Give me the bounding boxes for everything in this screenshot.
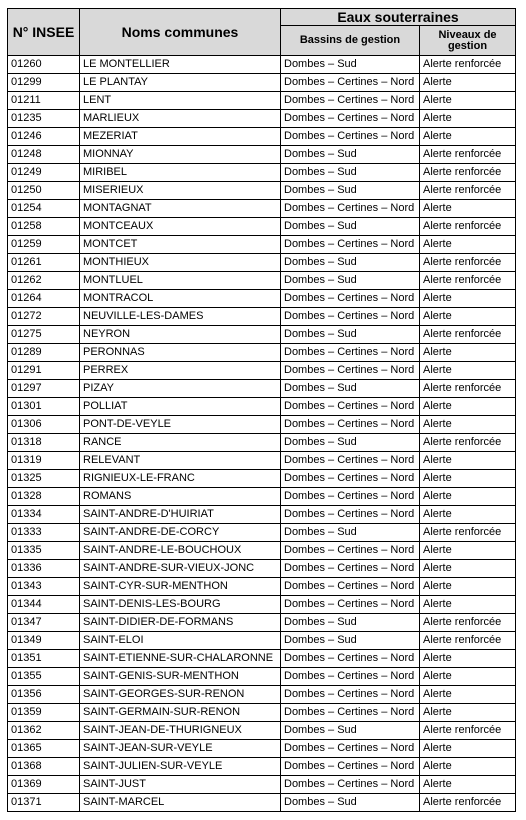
table-row [8, 614, 516, 632]
cell-niveau: Alerte [420, 236, 516, 254]
cell-niveau: Alerte renforcée [420, 380, 516, 398]
table-row [8, 272, 516, 290]
cell-bassin: Dombes – Certines – Nord [281, 650, 420, 668]
table-row [8, 704, 516, 722]
cell-insee: 01289 [8, 344, 80, 362]
cell-niveau: Alerte renforcée [420, 218, 516, 236]
cell-bassin: Dombes – Sud [281, 632, 420, 650]
cell-niveau: Alerte [420, 416, 516, 434]
cell-commune: MISERIEUX [80, 182, 281, 200]
cell-insee: 01333 [8, 524, 80, 542]
cell-insee: 01355 [8, 668, 80, 686]
table-row [8, 740, 516, 758]
cell-commune: MONTRACOL [80, 290, 281, 308]
cell-commune: SAINT-JEAN-DE-THURIGNEUX [80, 722, 281, 740]
table-row [8, 668, 516, 686]
cell-commune: MIRIBEL [80, 164, 281, 182]
cell-bassin: Dombes – Certines – Nord [281, 704, 420, 722]
cell-insee: 01258 [8, 218, 80, 236]
table-row [8, 524, 516, 542]
table-row [8, 416, 516, 434]
cell-insee: 01351 [8, 650, 80, 668]
cell-insee: 01211 [8, 92, 80, 110]
table-row [8, 74, 516, 92]
cell-niveau: Alerte [420, 110, 516, 128]
cell-insee: 01301 [8, 398, 80, 416]
cell-commune: SAINT-GEORGES-SUR-RENON [80, 686, 281, 704]
cell-niveau: Alerte [420, 542, 516, 560]
table-row [8, 722, 516, 740]
cell-niveau: Alerte [420, 74, 516, 92]
table-row [8, 542, 516, 560]
cell-bassin: Dombes – Sud [281, 380, 420, 398]
table-row [8, 434, 516, 452]
cell-insee: 01272 [8, 308, 80, 326]
cell-bassin: Dombes – Certines – Nord [281, 200, 420, 218]
cell-insee: 01235 [8, 110, 80, 128]
cell-bassin: Dombes – Sud [281, 614, 420, 632]
cell-niveau: Alerte [420, 704, 516, 722]
cell-insee: 01250 [8, 182, 80, 200]
cell-insee: 01347 [8, 614, 80, 632]
cell-niveau: Alerte [420, 776, 516, 794]
table-row [8, 290, 516, 308]
cell-insee: 01335 [8, 542, 80, 560]
cell-commune: ROMANS [80, 488, 281, 506]
cell-bassin: Dombes – Sud [281, 272, 420, 290]
cell-niveau: Alerte renforcée [420, 614, 516, 632]
cell-commune: SAINT-CYR-SUR-MENTHON [80, 578, 281, 596]
cell-bassin: Dombes – Certines – Nord [281, 452, 420, 470]
cell-insee: 01349 [8, 632, 80, 650]
table-row [8, 398, 516, 416]
cell-commune: SAINT-DIDIER-DE-FORMANS [80, 614, 281, 632]
table-row [8, 182, 516, 200]
cell-commune: RIGNIEUX-LE-FRANC [80, 470, 281, 488]
table-row [8, 146, 516, 164]
cell-commune: LE MONTELLIER [80, 56, 281, 74]
cell-commune: SAINT-DENIS-LES-BOURG [80, 596, 281, 614]
cell-bassin: Dombes – Certines – Nord [281, 290, 420, 308]
cell-bassin: Dombes – Certines – Nord [281, 686, 420, 704]
table-row [8, 776, 516, 794]
cell-commune: LENT [80, 92, 281, 110]
cell-niveau: Alerte renforcée [420, 326, 516, 344]
table-row [8, 470, 516, 488]
cell-niveau: Alerte [420, 452, 516, 470]
table-row [8, 758, 516, 776]
cell-commune: MIONNAY [80, 146, 281, 164]
table-row [8, 452, 516, 470]
cell-bassin: Dombes – Certines – Nord [281, 398, 420, 416]
cell-bassin: Dombes – Certines – Nord [281, 578, 420, 596]
cell-commune: SAINT-JULIEN-SUR-VEYLE [80, 758, 281, 776]
cell-insee: 01254 [8, 200, 80, 218]
cell-commune: RELEVANT [80, 452, 281, 470]
cell-commune: PERREX [80, 362, 281, 380]
table-body [8, 56, 516, 812]
cell-insee: 01260 [8, 56, 80, 74]
cell-commune: SAINT-JUST [80, 776, 281, 794]
cell-niveau: Alerte [420, 506, 516, 524]
cell-insee: 01343 [8, 578, 80, 596]
cell-insee: 01264 [8, 290, 80, 308]
cell-niveau: Alerte renforcée [420, 164, 516, 182]
cell-commune: SAINT-ETIENNE-SUR-CHALARONNE [80, 650, 281, 668]
cell-commune: SAINT-ANDRE-D'HUIRIAT [80, 506, 281, 524]
cell-commune: MARLIEUX [80, 110, 281, 128]
cell-insee: 01249 [8, 164, 80, 182]
cell-niveau: Alerte renforcée [420, 56, 516, 74]
cell-commune: SAINT-ANDRE-LE-BOUCHOUX [80, 542, 281, 560]
cell-niveau: Alerte [420, 488, 516, 506]
cell-niveau: Alerte [420, 686, 516, 704]
cell-niveau: Alerte [420, 92, 516, 110]
cell-niveau: Alerte [420, 740, 516, 758]
cell-niveau: Alerte renforcée [420, 794, 516, 812]
cell-insee: 01275 [8, 326, 80, 344]
cell-bassin: Dombes – Sud [281, 524, 420, 542]
cell-bassin: Dombes – Certines – Nord [281, 110, 420, 128]
cell-commune: NEUVILLE-LES-DAMES [80, 308, 281, 326]
cell-insee: 01344 [8, 596, 80, 614]
cell-insee: 01359 [8, 704, 80, 722]
cell-niveau: Alerte [420, 560, 516, 578]
cell-commune: PIZAY [80, 380, 281, 398]
table-row [8, 686, 516, 704]
cell-bassin: Dombes – Sud [281, 326, 420, 344]
table-row [8, 56, 516, 74]
cell-insee: 01246 [8, 128, 80, 146]
cell-insee: 01262 [8, 272, 80, 290]
cell-commune: PONT-DE-VEYLE [80, 416, 281, 434]
cell-insee: 01318 [8, 434, 80, 452]
cell-bassin: Dombes – Certines – Nord [281, 416, 420, 434]
cell-niveau: Alerte [420, 668, 516, 686]
cell-insee: 01325 [8, 470, 80, 488]
cell-bassin: Dombes – Certines – Nord [281, 236, 420, 254]
cell-commune: POLLIAT [80, 398, 281, 416]
table-row [8, 218, 516, 236]
table-row [8, 344, 516, 362]
header-insee: N° INSEE [8, 9, 80, 56]
table-row [8, 488, 516, 506]
cell-bassin: Dombes – Sud [281, 722, 420, 740]
cell-bassin: Dombes – Certines – Nord [281, 560, 420, 578]
table-row [8, 632, 516, 650]
cell-insee: 01368 [8, 758, 80, 776]
cell-bassin: Dombes – Sud [281, 434, 420, 452]
cell-insee: 01259 [8, 236, 80, 254]
cell-niveau: Alerte [420, 578, 516, 596]
table-row [8, 92, 516, 110]
cell-niveau: Alerte [420, 200, 516, 218]
table-row [8, 794, 516, 812]
cell-bassin: Dombes – Certines – Nord [281, 542, 420, 560]
cell-commune: SAINT-JEAN-SUR-VEYLE [80, 740, 281, 758]
table-header [8, 9, 516, 56]
cell-insee: 01336 [8, 560, 80, 578]
header-eaux-souterraines: Eaux souterraines [281, 9, 516, 26]
cell-insee: 01371 [8, 794, 80, 812]
cell-bassin: Dombes – Certines – Nord [281, 470, 420, 488]
table-row [8, 596, 516, 614]
table-row [8, 110, 516, 128]
cell-insee: 01299 [8, 74, 80, 92]
cell-niveau: Alerte [420, 470, 516, 488]
cell-insee: 01319 [8, 452, 80, 470]
cell-commune: SAINT-ANDRE-DE-CORCY [80, 524, 281, 542]
cell-commune: LE PLANTAY [80, 74, 281, 92]
cell-bassin: Dombes – Certines – Nord [281, 668, 420, 686]
cell-niveau: Alerte renforcée [420, 146, 516, 164]
table-row [8, 578, 516, 596]
cell-niveau: Alerte [420, 362, 516, 380]
cell-commune: SAINT-GERMAIN-SUR-RENON [80, 704, 281, 722]
table-row [8, 362, 516, 380]
cell-niveau: Alerte [420, 596, 516, 614]
header-nom-commune: Noms communes [80, 9, 281, 56]
cell-niveau: Alerte [420, 398, 516, 416]
cell-commune: SAINT-ELOI [80, 632, 281, 650]
table-row [8, 254, 516, 272]
cell-insee: 01362 [8, 722, 80, 740]
cell-insee: 01334 [8, 506, 80, 524]
table-row [8, 236, 516, 254]
cell-bassin: Dombes – Certines – Nord [281, 344, 420, 362]
cell-bassin: Dombes – Sud [281, 218, 420, 236]
cell-commune: MONTLUEL [80, 272, 281, 290]
table-row [8, 308, 516, 326]
table-row [8, 506, 516, 524]
cell-bassin: Dombes – Sud [281, 56, 420, 74]
cell-bassin: Dombes – Sud [281, 182, 420, 200]
cell-insee: 01365 [8, 740, 80, 758]
cell-commune: NEYRON [80, 326, 281, 344]
cell-bassin: Dombes – Certines – Nord [281, 92, 420, 110]
cell-bassin: Dombes – Certines – Nord [281, 776, 420, 794]
cell-insee: 01291 [8, 362, 80, 380]
cell-commune: RANCE [80, 434, 281, 452]
cell-commune: SAINT-GENIS-SUR-MENTHON [80, 668, 281, 686]
cell-bassin: Dombes – Certines – Nord [281, 740, 420, 758]
cell-bassin: Dombes – Certines – Nord [281, 362, 420, 380]
cell-bassin: Dombes – Sud [281, 794, 420, 812]
header-niveau: Niveaux de gestion [420, 26, 516, 56]
cell-niveau: Alerte renforcée [420, 272, 516, 290]
cell-commune: MEZERIAT [80, 128, 281, 146]
header-row-top [8, 9, 516, 26]
cell-bassin: Dombes – Sud [281, 146, 420, 164]
cell-bassin: Dombes – Certines – Nord [281, 506, 420, 524]
cell-commune: SAINT-ANDRE-SUR-VIEUX-JONC [80, 560, 281, 578]
table-row [8, 650, 516, 668]
cell-insee: 01328 [8, 488, 80, 506]
cell-commune: MONTAGNAT [80, 200, 281, 218]
table-row [8, 200, 516, 218]
cell-niveau: Alerte [420, 758, 516, 776]
cell-bassin: Dombes – Sud [281, 254, 420, 272]
cell-insee: 01297 [8, 380, 80, 398]
cell-commune: MONTCEAUX [80, 218, 281, 236]
table-container [7, 8, 516, 812]
cell-bassin: Dombes – Certines – Nord [281, 128, 420, 146]
cell-bassin: Dombes – Certines – Nord [281, 308, 420, 326]
cell-insee: 01248 [8, 146, 80, 164]
communes-table [7, 8, 516, 812]
cell-niveau: Alerte [420, 128, 516, 146]
cell-insee: 01261 [8, 254, 80, 272]
header-bassin: Bassins de gestion [281, 26, 420, 56]
cell-niveau: Alerte renforcée [420, 182, 516, 200]
cell-niveau: Alerte renforcée [420, 524, 516, 542]
cell-bassin: Dombes – Certines – Nord [281, 488, 420, 506]
cell-insee: 01369 [8, 776, 80, 794]
cell-niveau: Alerte [420, 344, 516, 362]
cell-bassin: Dombes – Certines – Nord [281, 74, 420, 92]
cell-insee: 01356 [8, 686, 80, 704]
table-row [8, 128, 516, 146]
table-row [8, 326, 516, 344]
cell-commune: MONTHIEUX [80, 254, 281, 272]
cell-insee: 01306 [8, 416, 80, 434]
cell-bassin: Dombes – Certines – Nord [281, 596, 420, 614]
cell-niveau: Alerte [420, 308, 516, 326]
table-row [8, 164, 516, 182]
cell-niveau: Alerte renforcée [420, 434, 516, 452]
table-row [8, 560, 516, 578]
cell-bassin: Dombes – Certines – Nord [281, 758, 420, 776]
cell-commune: SAINT-MARCEL [80, 794, 281, 812]
cell-niveau: Alerte renforcée [420, 632, 516, 650]
cell-commune: MONTCET [80, 236, 281, 254]
cell-bassin: Dombes – Sud [281, 164, 420, 182]
cell-niveau: Alerte renforcée [420, 722, 516, 740]
cell-niveau: Alerte [420, 290, 516, 308]
table-row [8, 380, 516, 398]
cell-niveau: Alerte [420, 650, 516, 668]
cell-commune: PERONNAS [80, 344, 281, 362]
cell-niveau: Alerte renforcée [420, 254, 516, 272]
